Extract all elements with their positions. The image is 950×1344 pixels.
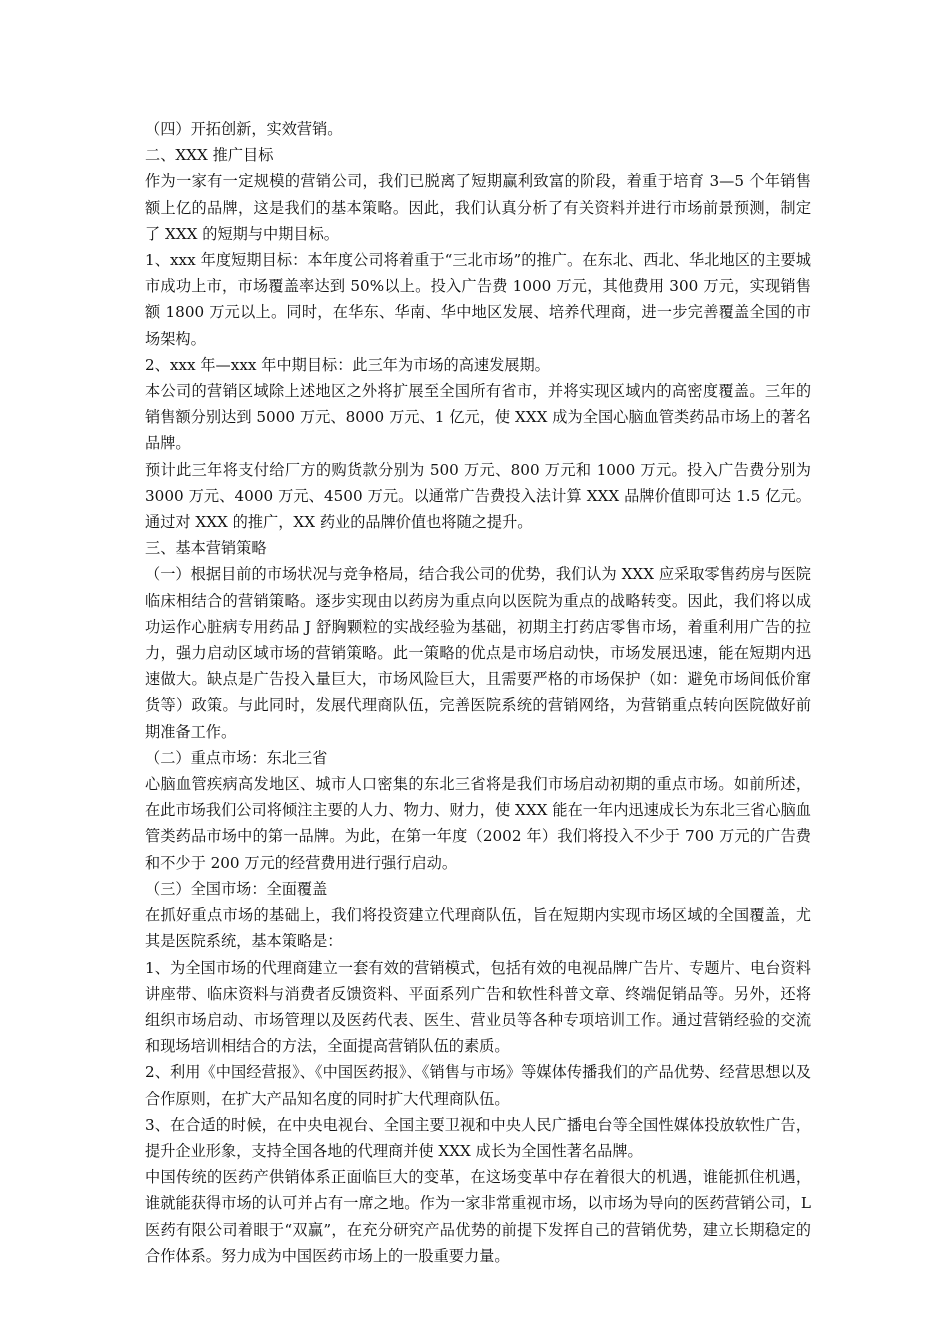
heading-basic-strategy: 三、基本营销策略 — [145, 539, 267, 558]
heading-promotion-goals: 二、XXX 推广目标 — [145, 146, 274, 165]
document-body — [145, 116, 811, 1269]
paragraph-key-market: 心脑血管疾病高发地区、城市人口密集的东北三省将是我们市场启动初期的重点市场。如前所述，在此市场我们公司将倾注主要的人力、物力、财力，使 XXX 能在一年内迅速成长为东北三省心脑血管类药品市场中的第一品牌。为此，在第一年度（2002 年）我们将投入不少于 700 万元的广告费和不少于 200 万元的经营费用进行强行启动。 — [145, 775, 811, 872]
subheading-key-market: （二）重点市场：东北三省 — [145, 748, 328, 767]
paragraph-national-market: 在抓好重点市场的基础上，我们将投资建立代理商队伍，旨在短期内实现市场区域的全国覆盖，尤其是医院系统，基本策略是： — [145, 906, 811, 951]
paragraph-strategy-item-1: 1、为全国市场的代理商建立一套有效的营销模式，包括有效的电视品牌广告片、专题片、电台资料讲座带、临床资料与消费者反馈资料、平面系列广告和软性科普文章、终端促销品等。另外，还将组织市场启动、市场管理以及医药代表、医生、营业员等各种专项培训工作。通过营销经验的交流和现场培训相结合的方法，全面提高营销队伍的素质。 — [145, 958, 811, 1056]
paragraph-strategy-one: （一）根据目前的市场状况与竞争格局，结合我公司的优势，我们认为 XXX 应采取零售药房与医院临床相结合的营销策略。逐步实现由以药房为重点向以医院为重点的战略转变。因此，我们将以成功运作心脏病专用药品 J 舒胸颗粒的实战经验为基础，初期主打药店零售市场，着重利用广告的拉力，强力启动区域市场的营销策略。此一策略的优点是市场启动快，市场发展迅速，能在短期内迅速做大。缺点是广告投入量巨大，市场风险巨大，且需要严格的市场保护（如：避免市场间低价窜货等）政策。与此同时，发展代理商队伍，完善医院系统的营销网络，为营销重点转向医院做好前期准备工作。 — [145, 565, 811, 741]
subheading-national-market: （三）全国市场：全面覆盖 — [145, 879, 328, 898]
paragraph-investment-forecast: 预计此三年将支付给厂方的购货款分别为 500 万元、800 万元和 1000 万元。投入广告费分别为 3000 万元、4000 万元、4500 万元。以通常广告费投入法计算 XXX 品牌价值即可达 1.5 亿元。通过对 XXX 的推广，XX 药业的品牌价值也将随之提升。 — [145, 460, 811, 532]
paragraph-conclusion: 中国传统的医药产供销体系正面临巨大的变革，在这场变革中存在着很大的机遇，谁能抓住机遇，谁就能获得市场的认可并占有一席之地。作为一家非常重视市场，以市场为导向的医药营销公司，L 医药有限公司着眼于“双赢”，在充分研究产品优势的前提下发挥自己的营销优势，建立长期稳定的合作体系。努力成为中国医药市场上的一股重要力量。 — [145, 1168, 811, 1265]
paragraph-sales-region: 本公司的营销区域除上述地区之外将扩展至全国所有省市，并将实现区域内的高密度覆盖。三年的销售额分别达到 5000 万元、8000 万元、1 亿元，使 XXX 成为全国心脑血管类药品市场上的著名品牌。 — [145, 382, 811, 453]
paragraph-strategy-item-3: 3、在合适的时候，在中央电视台、全国主要卫视和中央人民广播电台等全国性媒体投放软性广告，提升企业形象，支持全国各地的代理商并使 XXX 成长为全国性著名品牌。 — [145, 1115, 811, 1160]
paragraph-mid-term-goal: 2、xxx 年—xxx 年中期目标：此三年为市场的高速发展期。 — [145, 355, 550, 374]
paragraph-strategy-item-2: 2、利用《中国经营报》、《中国医药报》、《销售与市场》等媒体传播我们的产品优势、经营思想以及合作原则，在扩大产品知名度的同时扩大代理商队伍。 — [145, 1063, 811, 1108]
paragraph-short-term-goal: 1、xxx 年度短期目标：本年度公司将着重于“三北市场”的推广。在东北、西北、华北地区的主要城市成功上市，市场覆盖率达到 50%以上。投入广告费 1000 万元，其他费用 300 万元，实现销售额 1800 万元以上。同时，在华东、华南、华中地区发展、培养代理商，进一步完善覆盖全国的市场架构。 — [145, 251, 811, 348]
subheading-innovation: （四）开拓创新，实效营销。 — [145, 120, 343, 138]
paragraph-intro: 作为一家有一定规模的营销公司，我们已脱离了短期赢利致富的阶段，着重于培育 3—5 个年销售额上亿的品牌，这是我们的基本策略。因此，我们认真分析了有关资料并进行市场前景预测，制定了 XXX 的短期与中期目标。 — [145, 172, 811, 243]
